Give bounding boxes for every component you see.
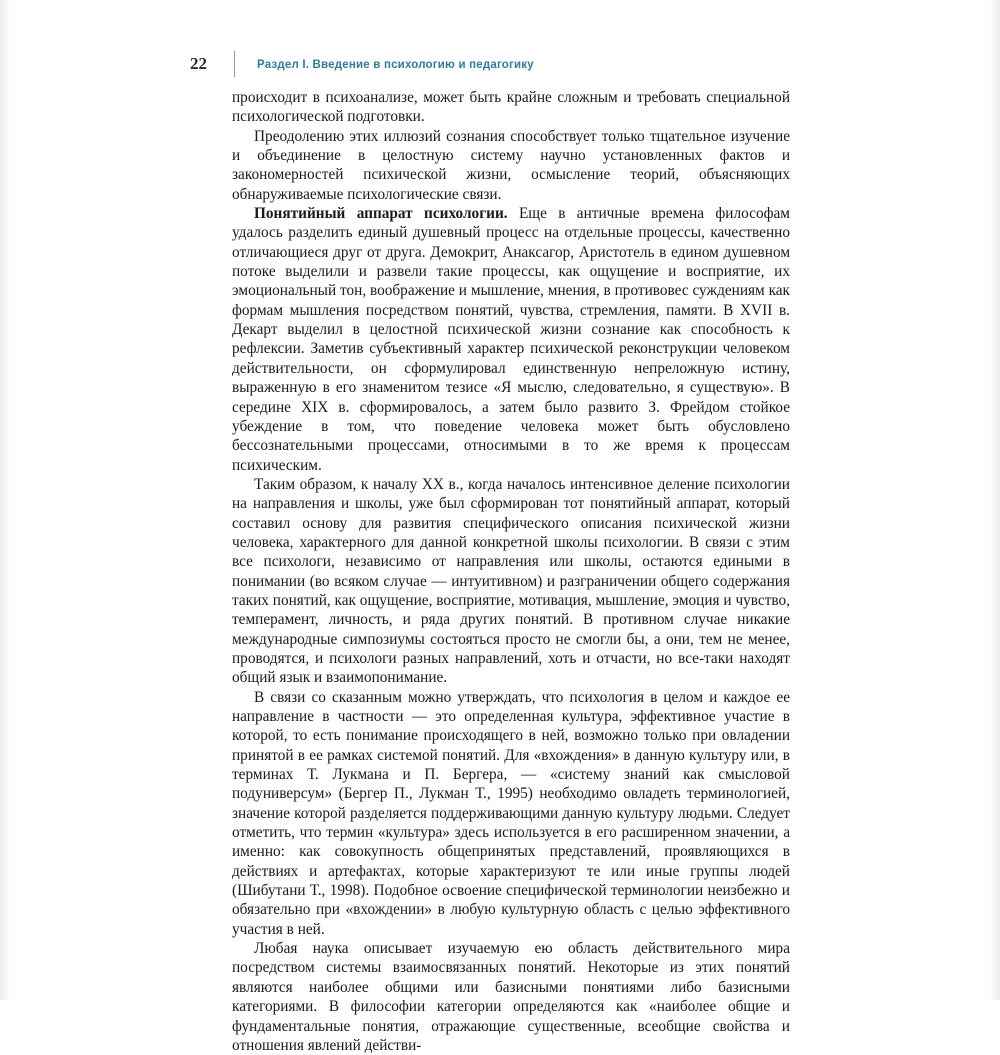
section-title: Раздел I. Введение в психологию и педагогику (257, 58, 534, 71)
paragraph-text: Преодолению этих иллюзий сознания способствует только тщательное изучение и объединение в целостную систему научно установленных фактов и закономерностей психической жизни, осмысление теорий, объясняющих обнаруживаемые психологические связи. (232, 127, 790, 203)
paragraph-text: В связи со сказанным можно утверждать, что психология в целом и каждое ее направление в частности — это определенная культура, эффективное участие в которой, то есть понимание происходящего в ней, возможно только при овладении принятой в ее рамках системой понятий. Для «вхождения» в данную культуру или, в терминах Т. Лукмана и П. Бергера, — «систему знаний как смысловой подуниверсум» (Бергер П., Лукман Т., 1995) необходимо овладеть терминологией, значение которой разделяется поддерживающими данную культуру людьми. Следует отметить, что термин «культура» здесь используется в его расширенном значении, а именно: как совокупность общепринятых представлений, проявляющихся в действиях и артефактах, которые характеризуют те или иные группы людей (Шибутани Т., 1998). Подобное освоение специфической терминологии неизбежно и обязательно при «вхождении» в любую культурную область с целью эффективного участия в ней. (232, 688, 790, 938)
body-paragraph (232, 475, 790, 688)
page-header (190, 50, 534, 78)
paragraph-text: Еще в античные времена философам удалось разделить единый душевный процесс на отдельные процессы, качественно отличающиеся друг от друга. Демокрит, Анаксагор, Аристотель в едином душевном потоке выделили и развели такие процессы, как ощущение и восприятие, их эмоциональный тон, воображение и мышление, мнения, в противовес суждениям как формам мышления посредством понятий, чувства, стремления, памяти. В XVII в. Декарт выделил в целостной психической жизни сознание как способность к рефлексии. Заметив субъективный характер психической реконструкции человеком действительности, он сформулировал единственную непреложную истину, выраженную в его знаменитом тезисе «Я мыслю, следовательно, я существую». В середине XIX в. сформировалось, а затем было развито З. Фрейдом стойкое убеждение в том, что поведение человека может быть обусловлено бессознательными процессами, относимыми в то же время к процессам психическим. (232, 205, 790, 474)
scan-edge-right (990, 0, 1000, 1000)
page-number: 22 (190, 54, 207, 73)
paragraph-text: Любая наука описывает изучаемую ею область действительного мира посредством системы взаимосвязанных понятий. Некоторые из этих понятий являются наиболее общими или базисными понятиями либо базисными категориями. В философии категории определяются как «наиболее общие и фундаментальные понятия, отражающие существенные, всеобщие свойства и отношения явлений действи- (232, 940, 790, 1054)
page-body (232, 88, 790, 1055)
body-paragraph (232, 88, 790, 127)
paragraph-text: Таким образом, к началу XX в., когда началось интенсивное деление психологии на направления и школы, уже был сформирован тот понятийный аппарат, который составил основу для развития специфического описания психической жизни человека, характерного для данной конкретной школы психологии. В связи с этим все психологи, независимо от направления или школы, остаются едиными в понимании (во всяком случае — интуитивном) и разграничении общего содержания таких понятий, как ощущение, восприятие, мотивация, мышление, эмоция и чувство, темперамент, личность, и ряда других понятий. В противном случае никакие международные симпозиумы состояться просто не смогли бы, а они, тем не менее, проводятся, и психологи разных направлений, хоть и отчасти, но все-таки находят общий язык и взаимопонимание. (232, 475, 790, 687)
body-paragraph (232, 688, 790, 939)
body-paragraph (232, 204, 790, 475)
paragraph-text: происходит в психоанализе, может быть крайне сложным и требовать специальной психологической подготовки. (232, 89, 790, 126)
header-divider (234, 51, 235, 77)
paragraph-lead: Понятийный аппарат психологии. (254, 205, 508, 223)
body-paragraph (232, 939, 790, 1055)
scan-edge-left (0, 0, 10, 1000)
body-paragraph (232, 127, 790, 204)
